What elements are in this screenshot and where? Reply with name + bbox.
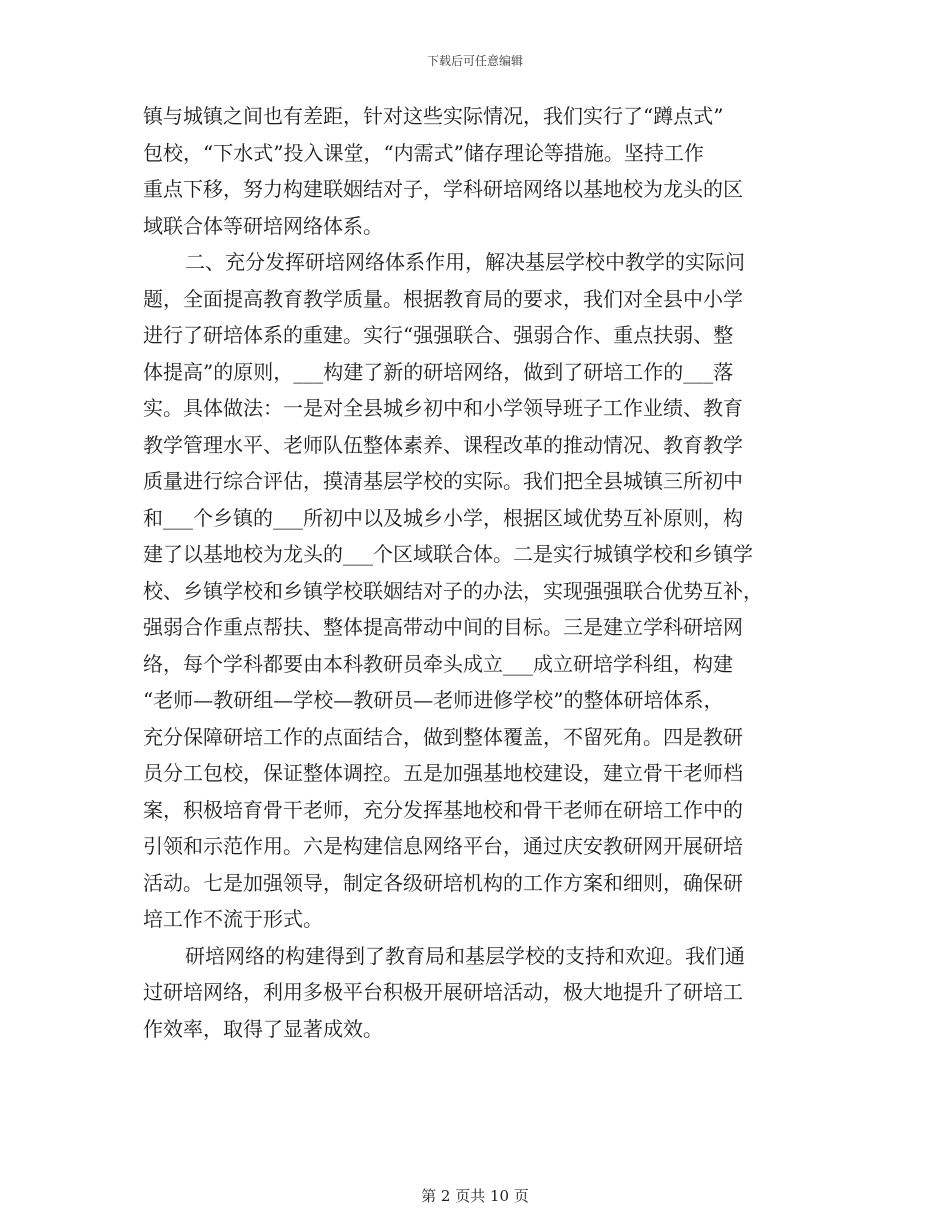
text-line: “老师—教研组—学校—教研员—老师进修学校”的整体研培体系，	[143, 688, 724, 712]
page-header: 下载后可任意编辑	[426, 54, 523, 68]
text-line: 作效率，取得了显著成效。	[143, 1016, 383, 1041]
text-line: 题，全面提高教育教学质量。根据教育局的要求，我们对全县中小学	[143, 286, 743, 311]
document-body	[143, 98, 807, 1047]
text-line: 强弱合作重点帮扶、整体提高带动中间的目标。三是建立学科研培网	[143, 615, 743, 639]
text-line: 研培网络的构建得到了教育局和基层学校的支持和欢迎。我们通	[185, 943, 745, 968]
text-line: 体提高”的原则，___构建了新的研培网络，做到了研培工作的___落	[143, 359, 734, 384]
text-line: 教学管理水平、老师队伍整体素养、课程改革的推动情况、教育教学	[143, 432, 743, 457]
text-line: 络，每个学科都要由本科教研员牵头成立___成立研培学科组，构建	[143, 651, 733, 676]
text-line: 包校，“下水式”投入课堂，“内需式”储存理论等措施。坚持工作	[143, 140, 704, 165]
text-line: 活动。七是加强领导，制定各级研培机构的工作方案和细则，确保研	[143, 870, 743, 895]
text-line: 过研培网络，利用多极平台积极开展研培活动，极大地提升了研培工	[143, 980, 743, 1004]
text-line: 镇与城镇之间也有差距，针对这些实际情况，我们实行了“蹲点式”	[143, 104, 724, 128]
text-line: 培工作不流于形式。	[143, 907, 323, 931]
text-line: 和___个乡镇的___所初中以及城乡小学，根据区域优势互补原则，构	[143, 505, 743, 530]
text-line: 引领和示范作用。六是构建信息网络平台，通过庆安教研网开展研培	[143, 834, 743, 858]
page-number-footer: 第 2 页共 10 页	[421, 1187, 529, 1205]
text-line: 域联合体等研培网络体系。	[143, 213, 383, 238]
paragraph-3	[143, 938, 807, 1048]
text-line: 实。具体做法：一是对全县城乡初中和小学领导班子工作业绩、教育	[143, 396, 743, 420]
text-line: 员分工包校，保证整体调控。五是加强基地校建设，建立骨干老师档	[143, 761, 743, 785]
text-line: 质量进行综合评估，摸清基层学校的实际。我们把全县城镇三所初中	[143, 469, 743, 493]
text-line: 二、充分发挥研培网络体系作用，解决基层学校中教学的实际问	[185, 250, 745, 274]
text-line: 充分保障研培工作的点面结合，做到整体覆盖，不留死角。四是教研	[143, 724, 743, 749]
paragraph-1	[143, 98, 807, 244]
paragraph-2	[143, 244, 807, 938]
text-line: 进行了研培体系的重建。实行“强强联合、强弱合作、重点扶弱、整	[143, 323, 734, 347]
text-line: 校、乡镇学校和乡镇学校联姻结对子的办法，实现强强联合优势互补，	[143, 578, 763, 603]
text-line: 建了以基地校为龙头的___个区域联合体。二是实行城镇学校和乡镇学	[143, 542, 753, 566]
text-line: 案，积极培育骨干老师，充分发挥基地校和骨干老师在研培工作中的	[143, 797, 743, 822]
text-line: 重点下移，努力构建联姻结对子，学科研培网络以基地校为龙头的区	[143, 177, 743, 201]
